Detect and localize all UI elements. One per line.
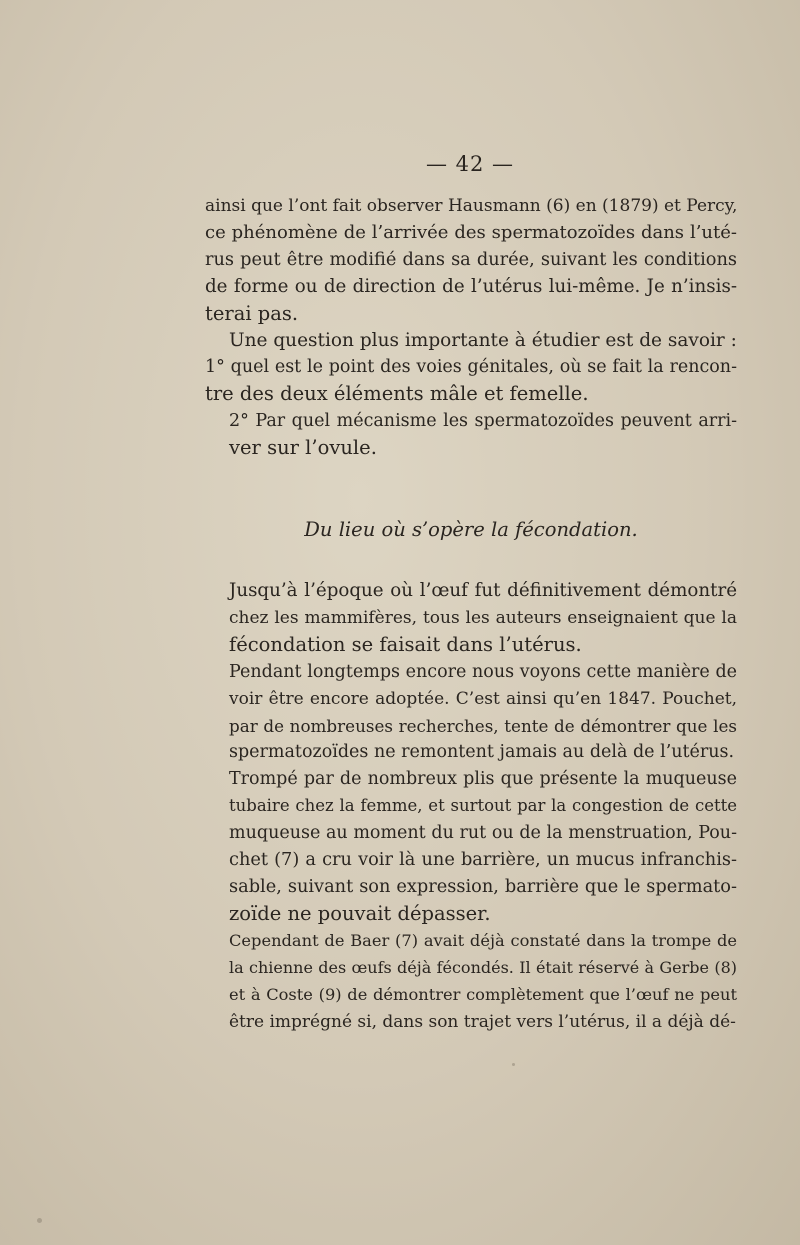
text-line: fécondation se faisait dans l’utérus.	[229, 632, 582, 656]
paragraph	[205, 408, 737, 462]
paragraph	[205, 928, 737, 1036]
text-line: ver sur l’ovule.	[229, 436, 377, 460]
text-line: Trompé par de nombreux plis que présente la muqueuse	[229, 769, 737, 790]
text-line: muqueuse au moment du rut ou de la menstruation, Pou-	[229, 823, 737, 844]
text-block-top	[205, 193, 737, 462]
paragraph	[205, 766, 737, 927]
text-block-bottom	[205, 578, 737, 1035]
text-line: Jusqu’à l’époque où l’œuf fut définitivement démontré	[229, 580, 737, 601]
text-line: Pendant longtemps encore nous voyons cette manière de	[229, 661, 737, 682]
paragraph	[205, 354, 737, 408]
text-line: Cependant de Baer (7) avait déjà constaté dans la trompe de	[229, 930, 737, 950]
text-line: sable, suivant son expression, barrière que le spermato-	[229, 876, 737, 897]
page-number: — 42 —	[425, 152, 515, 176]
paragraph	[205, 328, 737, 355]
section-heading: Du lieu où s’opère la fécondation.	[304, 518, 638, 541]
text-line: par de nombreuses recherches, tente de démontrer que les	[229, 715, 737, 736]
text-line: zoïde ne pouvait dépasser.	[229, 901, 491, 925]
text-line: chet (7) a cru voir là une barrière, un mucus infranchis-	[229, 850, 737, 871]
text-line: terai pas.	[205, 301, 299, 325]
text-line: tre des deux éléments mâle et femelle.	[205, 382, 589, 406]
text-line: et à Coste (9) de démontrer complètement que l’œuf ne peut	[229, 984, 737, 1004]
text-line: rus peut être modifié dans sa durée, suivant les conditions	[205, 249, 737, 270]
paragraph	[205, 193, 737, 328]
paper-speck	[512, 1063, 515, 1066]
text-line: tubaire chez la femme, et surtout par la congestion de cette	[229, 796, 737, 816]
text-line: voir être encore adoptée. C’est ainsi qu’en 1847. Pouchet,	[229, 688, 737, 709]
text-line: ce phénomène de l’arrivée des spermatozoïdes dans l’uté-	[205, 221, 737, 243]
text-line: 1° quel est le point des voies génitales, où se fait la rencon-	[205, 357, 737, 378]
paragraph	[205, 659, 737, 767]
text-line: Une question plus importante à étudier est de savoir :	[229, 329, 737, 351]
text-line: spermatozoïdes ne remontent jamais au delà de l’utérus.	[229, 742, 735, 763]
paper-speck	[37, 1218, 42, 1223]
text-line: 2° Par quel mécanisme les spermatozoïdes peuvent arri-	[229, 411, 737, 432]
paragraph	[205, 578, 737, 659]
text-line: de forme ou de direction de l’utérus lui-même. Je n’insis-	[205, 275, 737, 297]
text-line: chez les mammifères, tous les auteurs enseignaient que la	[229, 607, 737, 628]
text-line: être imprégné si, dans son trajet vers l’utérus, il a déjà dé-	[229, 1011, 736, 1032]
text-line: ainsi que l’ont fait observer Hausmann (6) en (1879) et Percy,	[205, 196, 738, 216]
text-line: la chienne des œufs déjà fécondés. Il était réservé à Gerbe (8)	[229, 957, 737, 977]
